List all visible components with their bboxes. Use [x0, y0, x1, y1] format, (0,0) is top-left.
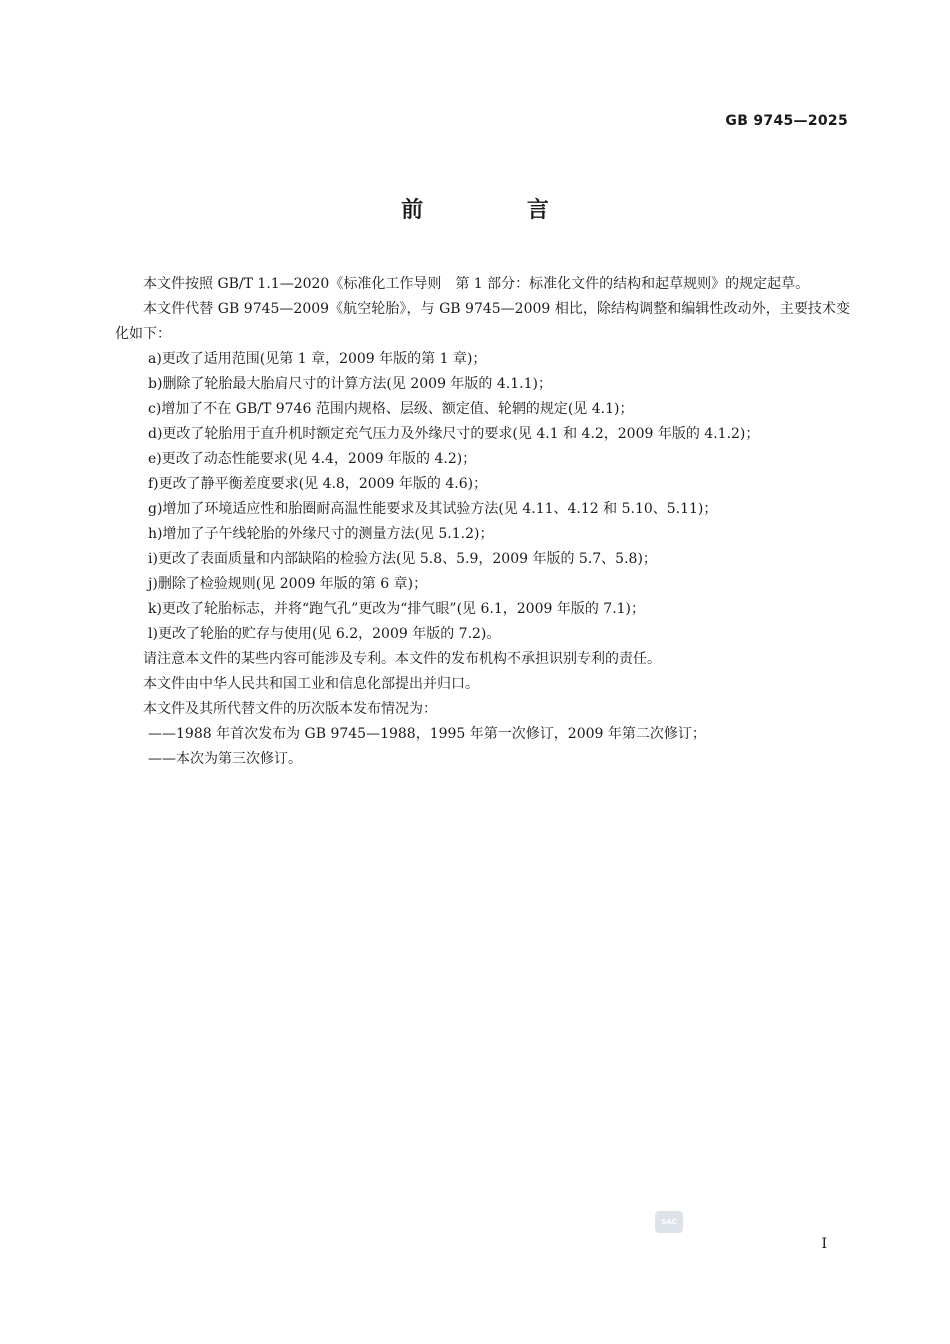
list-item [115, 547, 850, 572]
list-item [115, 422, 850, 447]
list-item-text: 增加了不在 GB/T 9746 范围内规格、层级、额定值、轮辋的规定(见 4.1)； [161, 401, 634, 417]
changes-list [115, 347, 850, 647]
list-item-label: j) [148, 576, 158, 592]
list-item-label: a) [148, 351, 162, 367]
list-item-text: 更改了轮胎的贮存与使用(见 6.2，2009 年版的 7.2)。 [157, 626, 501, 642]
list-item [115, 522, 850, 547]
list-item [115, 372, 850, 397]
sac-watermark-logo: SAC [655, 1211, 683, 1233]
list-item-text: 删除了检验规则(见 2009 年版的第 6 章)； [157, 576, 428, 592]
list-item-text: 更改了表面质量和内部缺陷的检验方法(见 5.8、5.9，2009 年版的 5.7、5.8)； [157, 551, 657, 567]
list-item-label: b) [148, 376, 163, 392]
list-item-label: h) [148, 526, 163, 542]
list-item-text: 更改了轮胎标志，并将“跑气孔”更改为“排气眼”(见 6.1，2009 年版的 7.1)； [161, 601, 646, 617]
list-item-text: 更改了静平衡差度要求(见 4.8，2009 年版的 4.6)； [158, 476, 488, 492]
page-number: I [821, 1236, 827, 1252]
list-item-label: e) [148, 451, 162, 467]
list-item [115, 572, 850, 597]
list-item-text: 增加了环境适应性和胎圈耐高温性能要求及其试验方法(见 4.11、4.12 和 5.10、5.11)； [162, 501, 718, 517]
list-item-label: g) [148, 501, 163, 517]
history-item: ——本次为第三次修订。 [148, 751, 302, 767]
list-item [115, 497, 850, 522]
list-item [115, 472, 850, 497]
list-item [115, 447, 850, 472]
history-item: ——1988 年首次发布为 GB 9745—1988，1995 年第一次修订，2009 年第二次修订； [148, 726, 706, 742]
list-item [115, 397, 850, 422]
list-item-label: l) [148, 626, 158, 642]
list-item-text: 更改了动态性能要求(见 4.4，2009 年版的 4.2)； [161, 451, 477, 467]
list-item-label: d) [148, 426, 163, 442]
history-intro: 本文件及其所代替文件的历次版本发布情况为： [143, 701, 437, 717]
page-title: 前 言 [401, 198, 597, 223]
list-item-label: f) [148, 476, 159, 492]
proposer-statement: 本文件由中华人民共和国工业和信息化部提出并归口。 [143, 676, 479, 692]
list-item-text: 删除了轮胎最大胎肩尺寸的计算方法(见 2009 年版的 4.1.1)； [162, 376, 552, 392]
list-item-text: 更改了轮胎用于直升机时额定充气压力及外缘尺寸的要求(见 4.1 和 4.2，2009 年版的 4.1.2)； [162, 426, 760, 442]
list-item [115, 622, 850, 647]
list-item-text: 更改了适用范围(见第 1 章，2009 年版的第 1 章)； [161, 351, 487, 367]
list-item-text: 增加了子午线轮胎的外缘尺寸的测量方法(见 5.1.2)； [162, 526, 494, 542]
document-body [115, 272, 850, 772]
list-item-label: c) [148, 401, 162, 417]
list-item [115, 347, 850, 372]
patent-notice: 请注意本文件的某些内容可能涉及专利。本文件的发布机构不承担识别专利的责任。 [143, 651, 661, 667]
list-item [115, 597, 850, 622]
list-item-label: i) [148, 551, 158, 567]
replacement-paragraph: 本文件代替 GB 9745—2009《航空轮胎》，与 GB 9745—2009 相比，除结构调整和编辑性改动外，主要技术变化如下： [115, 301, 850, 342]
standard-code: GB 9745—2025 [725, 113, 848, 129]
drafting-basis-paragraph: 本文件按照 GB/T 1.1—2020《标准化工作导则 第 1 部分：标准化文件的结构和起草规则》的规定起草。 [143, 276, 810, 292]
list-item-label: k) [148, 601, 162, 617]
